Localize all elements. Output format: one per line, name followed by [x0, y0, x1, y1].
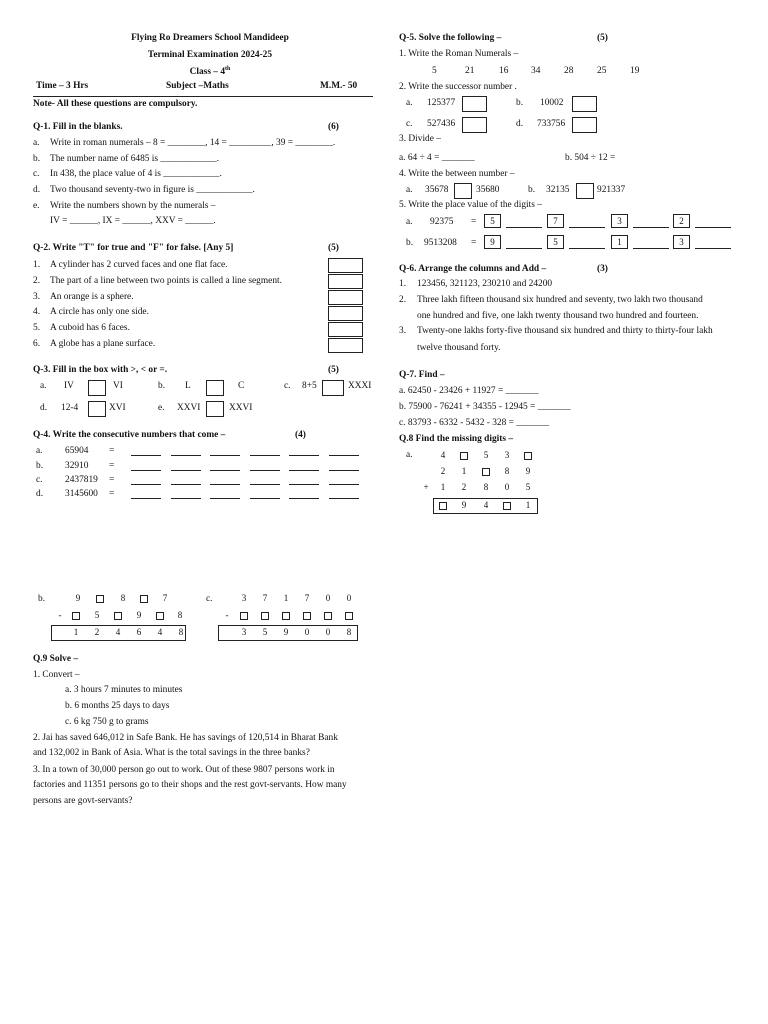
- q1-item-e-line: IV = ______, IX = ______, XXV = ______.: [50, 216, 216, 226]
- q8-a-result-digit: [436, 499, 450, 512]
- q5-succ-b-box[interactable]: [572, 96, 597, 112]
- q5-roman-6: 25: [597, 66, 607, 76]
- q8-c-r2-digit-blank[interactable]: [324, 612, 332, 620]
- q8-b-r1-digit-blank[interactable]: [96, 595, 104, 603]
- q3-b-left: L: [185, 381, 191, 391]
- q8-a-r1-digit: [457, 449, 471, 462]
- q8-a-result-digit-blank[interactable]: [503, 502, 511, 510]
- q5-pv-a-blank-1[interactable]: [506, 227, 542, 228]
- q9-convert-a: a. 3 hours 7 minutes to minutes: [65, 685, 183, 695]
- q2-item-4-label: 4.: [33, 307, 41, 317]
- q5-roman-3: 16: [499, 66, 509, 76]
- q5-div-b: b. 504 ÷ 12 =: [565, 153, 616, 163]
- q3-d-label: d.: [40, 403, 48, 413]
- q2-answer-box-4[interactable]: [328, 306, 363, 321]
- q3-a-right: VI: [113, 381, 123, 391]
- q8-b-r2-digit: [111, 609, 125, 622]
- q8-a-r3-digit: 8: [483, 482, 489, 492]
- q8-a-result-digit: 9: [461, 500, 467, 510]
- q4-blank-2-4[interactable]: [250, 470, 280, 471]
- q4-blank-1-2[interactable]: [171, 455, 201, 456]
- q8-b-r2-digit: [153, 609, 167, 622]
- q8-a-r1-digit: 4: [440, 450, 446, 460]
- header-divider: [33, 96, 373, 97]
- q8-b-r2-digit: 5: [94, 610, 100, 620]
- q6-item-3-line-1: Twenty-one lakhs forty-five thousand six hundred and thirty to thirty-four lakh: [417, 326, 713, 336]
- q6-item-2-line-2: one hundred and five, one lakh twenty thousand two hundred and fourteen.: [417, 311, 699, 321]
- q8-a-r2-digit: 2: [440, 466, 446, 476]
- q8-a-label: a.: [406, 450, 413, 460]
- exam-title: Terminal Examination 2024-25: [147, 50, 273, 60]
- q3-marks: (5): [328, 365, 339, 375]
- q1-title: Q-1. Fill in the blanks.: [33, 122, 123, 132]
- q5-pv-b-blank-2[interactable]: [569, 248, 605, 249]
- q8-a-r1-digit: 5: [483, 450, 489, 460]
- q8-a-r3-digit: 2: [461, 482, 467, 492]
- q5-succ-d-box[interactable]: [572, 117, 597, 133]
- q8-c-r2-digit: [237, 609, 251, 622]
- q6-item-2-line-1: Three lakh fifteen thousand six hundred and seventy, two lakh two thousand: [417, 295, 703, 305]
- q4-a-label: a.: [36, 446, 43, 456]
- q2-item-6: A globe has a plane surface.: [50, 339, 156, 349]
- q5-pv-b-digit-3: 1: [611, 235, 628, 249]
- q2-title: Q-2. Write "T" for true and "F" for false. [Any 5]: [33, 243, 234, 253]
- q1-item-c: In 438, the place value of 4 is ____________.: [50, 169, 222, 179]
- q5-pv-a-digit-1: 5: [484, 214, 501, 228]
- q8-b-r2-digit: 8: [177, 610, 183, 620]
- q8-b-result-digit: 4: [157, 627, 163, 637]
- q5-succ-c-number: 527436: [427, 119, 456, 129]
- q8-c-r1-digit: 1: [283, 593, 289, 603]
- q2-answer-box-1[interactable]: [328, 258, 363, 273]
- q2-item-2-label: 2.: [33, 276, 41, 286]
- q3-d-box[interactable]: [88, 401, 106, 417]
- q8-c-result-digit: 0: [325, 627, 331, 637]
- q5-pv-a-digit-4: 2: [673, 214, 690, 228]
- q5-pv-b-digit-1: 9: [484, 235, 501, 249]
- q9-problem-3-line-2: factories and 11351 persons go to their shops and the rest govt-servants. How many: [33, 780, 347, 790]
- q4-blank-2-5[interactable]: [289, 470, 319, 471]
- note: Note- All these questions are compulsory.: [33, 99, 198, 109]
- q8-b-r1-digit: [137, 592, 151, 605]
- q5-roman-4: 34: [531, 66, 541, 76]
- q5-pv-b-number: 9513208: [424, 238, 457, 248]
- q9-problem-2-line-1: 2. Jai has saved 646,012 in Safe Bank. He has savings of 120,514 in Bharat Bank: [33, 733, 338, 743]
- q8-c-r2-digit: [321, 609, 335, 622]
- q2-item-4: A circle has only one side.: [50, 307, 149, 317]
- q5-roman-7: 19: [630, 66, 640, 76]
- q2-item-5: A cuboid has 6 faces.: [50, 323, 130, 333]
- q5-between-b-left: 32135: [546, 185, 570, 195]
- q5-title: Q-5. Solve the following –: [399, 33, 502, 43]
- q5-succ-d-number: 733756: [537, 119, 566, 129]
- q4-b-number: 32910: [65, 461, 89, 471]
- q8-a-r3-digit: 5: [525, 482, 531, 492]
- q8-c-r2-digit: [342, 609, 356, 622]
- q4-blank-3-6[interactable]: [329, 484, 359, 485]
- q1-item-e-label: e.: [33, 201, 40, 211]
- q1-item-c-label: c.: [33, 169, 40, 179]
- q4-blank-3-1[interactable]: [131, 484, 161, 485]
- q8-b-label: b.: [38, 594, 46, 604]
- q8-b-r2-digit-blank[interactable]: [114, 612, 122, 620]
- q3-e-right: XXVI: [229, 403, 253, 413]
- q5-roman-1: 5: [432, 66, 437, 76]
- q4-blank-4-2[interactable]: [171, 498, 201, 499]
- q5-s5: 5. Write the place value of the digits –: [399, 200, 542, 210]
- q2-answer-box-3[interactable]: [328, 290, 363, 305]
- q3-e-left: XXVI: [177, 403, 201, 413]
- q8-a-r1-digit-blank[interactable]: [524, 452, 532, 460]
- q8-b-r1-digit: 8: [120, 593, 126, 603]
- q8-a-r2-digit: 8: [504, 466, 510, 476]
- q4-blank-1-6[interactable]: [329, 455, 359, 456]
- q4-title: Q-4. Write the consecutive numbers that come –: [33, 430, 226, 440]
- q5-between-a-left: 35678: [425, 185, 449, 195]
- q6-item-3-label: 3.: [399, 326, 407, 336]
- q9-convert: 1. Convert –: [33, 670, 80, 680]
- q7-item-b: b. 75900 - 76241 + 34355 - 12945 = _______: [399, 402, 571, 412]
- q3-c-right: XXXI: [348, 381, 372, 391]
- q4-blank-4-1[interactable]: [131, 498, 161, 499]
- q9-problem-3-line-3: persons are govt-servants?: [33, 796, 133, 806]
- q8-b-r1-digit: 7: [162, 593, 168, 603]
- q5-pv-a-blank-4[interactable]: [695, 227, 731, 228]
- q5-s2: 2. Write the successor number .: [399, 82, 517, 92]
- q4-d-number: 3145600: [65, 489, 98, 499]
- q8-c-r2-digit-blank[interactable]: [282, 612, 290, 620]
- q5-pv-b-label: b.: [406, 238, 414, 248]
- subject-label: Subject –Maths: [166, 81, 229, 91]
- q9-convert-b: b. 6 months 25 days to days: [65, 701, 170, 711]
- q6-item-3-line-2: twelve thousand forty.: [417, 343, 501, 353]
- q5-succ-a-label: a.: [406, 98, 413, 108]
- q8-b-minus: -: [58, 610, 62, 620]
- q8-c-r2-digit: [258, 609, 272, 622]
- q3-e-label: e.: [158, 403, 165, 413]
- q5-marks: (5): [597, 33, 608, 43]
- q8-c-result-digit: 8: [346, 627, 352, 637]
- q6-item-1-label: 1.: [399, 279, 407, 289]
- q5-pv-b-blank-4[interactable]: [695, 248, 731, 249]
- q8-a-r2-digit: 1: [461, 466, 467, 476]
- q5-between-b-box[interactable]: [576, 183, 594, 199]
- q4-b-label: b.: [36, 461, 44, 471]
- q8-b-r2-digit-blank[interactable]: [156, 612, 164, 620]
- q5-succ-a-number: 125377: [427, 98, 456, 108]
- q4-blank-2-3[interactable]: [210, 470, 240, 471]
- q8-c-result-digit: 3: [241, 627, 247, 637]
- q8-b-r2-digit: [69, 609, 83, 622]
- q8-c-label: c.: [206, 594, 213, 604]
- q8-a-r3-digit: 0: [504, 482, 510, 492]
- q4-blank-4-6[interactable]: [329, 498, 359, 499]
- q5-roman-2: 21: [465, 66, 475, 76]
- q8-c-r2-digit: [279, 609, 293, 622]
- class-text: Class – 4: [189, 67, 226, 78]
- q4-blank-2-6[interactable]: [329, 470, 359, 471]
- q6-title: Q-6. Arrange the columns and Add –: [399, 264, 547, 274]
- q8-c-r1-digit: 0: [325, 593, 331, 603]
- q3-c-label: c.: [284, 381, 291, 391]
- q8-a-result-digit: [500, 499, 514, 512]
- q5-pv-a-digit-3: 3: [611, 214, 628, 228]
- q4-a-number: 65904: [65, 446, 89, 456]
- q5-succ-b-label: b.: [516, 98, 524, 108]
- q8-a-plus: +: [423, 482, 429, 492]
- q8-c-r1-digit: 7: [304, 593, 310, 603]
- q2-item-2: The part of a line between two points is called a line segment.: [50, 276, 282, 286]
- q6-item-1: 123456, 321123, 230210 and 24200: [417, 279, 553, 289]
- q5-between-a-label: a.: [406, 185, 413, 195]
- q8-a-result-digit: 4: [483, 500, 489, 510]
- q8-c-minus: -: [225, 610, 229, 620]
- q7-item-c: c. 83793 - 6332 - 5432 - 328 = _______: [399, 418, 550, 428]
- q3-title: Q-3. Fill in the box with >, < or =.: [33, 365, 168, 375]
- q1-item-b-label: b.: [33, 154, 41, 164]
- q8-c-r2-digit-blank[interactable]: [345, 612, 353, 620]
- q5-pv-a-blank-3[interactable]: [633, 227, 669, 228]
- q4-blank-1-5[interactable]: [289, 455, 319, 456]
- q2-item-3-label: 3.: [33, 292, 41, 302]
- q8-b-result-digit: 2: [94, 627, 100, 637]
- q8-c-r2-digit: [300, 609, 314, 622]
- q4-blank-1-3[interactable]: [210, 455, 240, 456]
- q5-succ-c-box[interactable]: [462, 117, 487, 133]
- q4-marks: (4): [295, 430, 306, 440]
- q1-item-d-label: d.: [33, 185, 41, 195]
- q5-pv-a-equals: =: [471, 217, 477, 227]
- q2-answer-box-2[interactable]: [328, 274, 363, 289]
- class-sup: th: [225, 66, 231, 72]
- q7-title: Q-7. Find –: [399, 370, 445, 380]
- q3-d-left: 12-4: [61, 403, 79, 413]
- q9-convert-c: c. 6 kg 750 g to grams: [65, 717, 149, 727]
- q6-marks: (3): [597, 264, 608, 274]
- q5-pv-a-blank-2[interactable]: [569, 227, 605, 228]
- q3-a-left: IV: [64, 381, 74, 391]
- q4-blank-1-4[interactable]: [250, 455, 280, 456]
- q9-title: Q.9 Solve –: [33, 654, 79, 664]
- q5-succ-a-box[interactable]: [462, 96, 487, 112]
- q4-blank-2-1[interactable]: [131, 470, 161, 471]
- q9-problem-2-line-2: and 132,002 in Bank of Asia. What is the total savings in the three banks?: [33, 748, 310, 758]
- q1-marks: (6): [328, 122, 339, 132]
- q4-c-number: 2437819: [65, 475, 98, 485]
- q5-pv-a-number: 92375: [430, 217, 454, 227]
- q8-b-r1-digit: 9: [75, 593, 81, 603]
- q2-answer-box-5[interactable]: [328, 322, 363, 337]
- q5-between-b-label: b.: [528, 185, 536, 195]
- q9-problem-3-line-1: 3. In a town of 30,000 person go out to work. Out of these 9807 persons work in: [33, 765, 335, 775]
- q8-c-r1-digit: 0: [346, 593, 352, 603]
- q4-blank-3-2[interactable]: [171, 484, 201, 485]
- q8-c-r2-digit-blank[interactable]: [240, 612, 248, 620]
- q8-a-r3-digit: 1: [440, 482, 446, 492]
- q3-d-right: XVI: [109, 403, 126, 413]
- q5-pv-b-equals: =: [471, 238, 477, 248]
- q8-b-r2-digit-blank[interactable]: [72, 612, 80, 620]
- q4-blank-3-5[interactable]: [289, 484, 319, 485]
- q2-item-1: A cylinder has 2 curved faces and one flat face.: [50, 260, 228, 270]
- q3-a-label: a.: [40, 381, 47, 391]
- q8-c-r2-digit-blank[interactable]: [261, 612, 269, 620]
- q5-s3: 3. Divide –: [399, 134, 441, 144]
- q8-c-r1-digit: 7: [262, 593, 268, 603]
- q4-c-label: c.: [36, 475, 43, 485]
- q8-c-result-digit: 0: [304, 627, 310, 637]
- q5-s4: 4. Write the between number –: [399, 169, 515, 179]
- q1-item-a: Write in roman numerals – 8 = ________, 14 = _________, 39 = ________.: [50, 138, 336, 148]
- q5-roman-5: 28: [564, 66, 574, 76]
- q5-between-b-right: 921337: [597, 185, 626, 195]
- school-name: Flying Ro Dreamers School Mandideep: [131, 33, 289, 43]
- q5-pv-a-digit-2: 7: [547, 214, 564, 228]
- q4-blank-2-2[interactable]: [171, 470, 201, 471]
- q4-blank-4-3[interactable]: [210, 498, 240, 499]
- q4-b-equals: =: [109, 461, 115, 471]
- q1-item-b: The number name of 6485 is ____________.: [50, 154, 219, 164]
- q8-b-result-digit: 6: [136, 627, 142, 637]
- q3-b-box[interactable]: [206, 380, 224, 396]
- q8-a-r2-digit: 9: [525, 466, 531, 476]
- q8-c-r2-digit-blank[interactable]: [303, 612, 311, 620]
- q5-pv-b-blank-3[interactable]: [633, 248, 669, 249]
- q8-b-result-digit: 4: [115, 627, 121, 637]
- q5-between-a-right: 35680: [476, 185, 500, 195]
- q4-c-equals: =: [109, 475, 115, 485]
- q3-c-left: 8+5: [302, 381, 317, 391]
- q2-answer-box-6[interactable]: [328, 338, 363, 353]
- q8-a-r2-digit-blank[interactable]: [482, 468, 490, 476]
- q4-blank-1-1[interactable]: [131, 455, 161, 456]
- q3-c-box[interactable]: [322, 380, 344, 396]
- q5-pv-b-blank-1[interactable]: [506, 248, 542, 249]
- q6-item-2-label: 2.: [399, 295, 407, 305]
- q2-item-3: An orange is a sphere.: [50, 292, 134, 302]
- q3-b-label: b.: [158, 381, 166, 391]
- q5-between-a-box[interactable]: [454, 183, 472, 199]
- q8-c-result-digit: 5: [262, 627, 268, 637]
- q8-b-result-digit: 8: [178, 627, 184, 637]
- q2-item-6-label: 6.: [33, 339, 41, 349]
- q7-item-a: a. 62450 - 23426 + 11927 = _______: [399, 386, 539, 396]
- q8-c-result-digit: 9: [283, 627, 289, 637]
- q5-pv-b-digit-4: 3: [673, 235, 690, 249]
- q4-blank-4-5[interactable]: [289, 498, 319, 499]
- q5-div-a: a. 64 ÷ 4 = _______: [399, 153, 475, 163]
- q5-pv-a-label: a.: [406, 217, 413, 227]
- q2-item-1-label: 1.: [33, 260, 41, 270]
- q3-e-box[interactable]: [206, 401, 224, 417]
- q8-b-r2-digit: 9: [136, 610, 142, 620]
- q3-a-box[interactable]: [88, 380, 106, 396]
- q8-a-r1-digit: [521, 449, 535, 462]
- q4-blank-3-4[interactable]: [250, 484, 280, 485]
- q5-succ-b-number: 10002: [540, 98, 564, 108]
- q2-marks: (5): [328, 243, 339, 253]
- q8-b-r1-digit-blank[interactable]: [140, 595, 148, 603]
- q8-b-r1-digit: [93, 592, 107, 605]
- q8-title: Q.8 Find the missing digits –: [399, 434, 514, 444]
- q1-item-a-label: a.: [33, 138, 40, 148]
- q8-a-r1-digit-blank[interactable]: [460, 452, 468, 460]
- q5-s1: 1. Write the Roman Numerals –: [399, 49, 519, 59]
- class-label: [90, 66, 330, 77]
- max-marks: M.M.- 50: [320, 81, 358, 91]
- q8-a-result-digit: 1: [525, 500, 531, 510]
- q8-a-result-digit-blank[interactable]: [439, 502, 447, 510]
- q1-item-e: Write the numbers shown by the numerals –: [50, 201, 216, 211]
- q4-blank-4-4[interactable]: [250, 498, 280, 499]
- q1-item-d: Two thousand seventy-two in figure is ____________.: [50, 185, 255, 195]
- q5-succ-c-label: c.: [406, 119, 413, 129]
- q8-a-r2-digit: [479, 465, 493, 478]
- q4-a-equals: =: [109, 446, 115, 456]
- q5-succ-d-label: d.: [516, 119, 524, 129]
- q8-c-r1-digit: 3: [241, 593, 247, 603]
- q4-d-label: d.: [36, 489, 44, 499]
- q2-item-5-label: 5.: [33, 323, 41, 333]
- q5-pv-b-digit-2: 5: [547, 235, 564, 249]
- q8-b-result-digit: 1: [73, 627, 79, 637]
- time-label: Time – 3 Hrs: [36, 81, 89, 91]
- q4-blank-3-3[interactable]: [210, 484, 240, 485]
- q3-b-right: C: [238, 381, 245, 391]
- q8-a-r1-digit: 3: [504, 450, 510, 460]
- q4-d-equals: =: [109, 489, 115, 499]
